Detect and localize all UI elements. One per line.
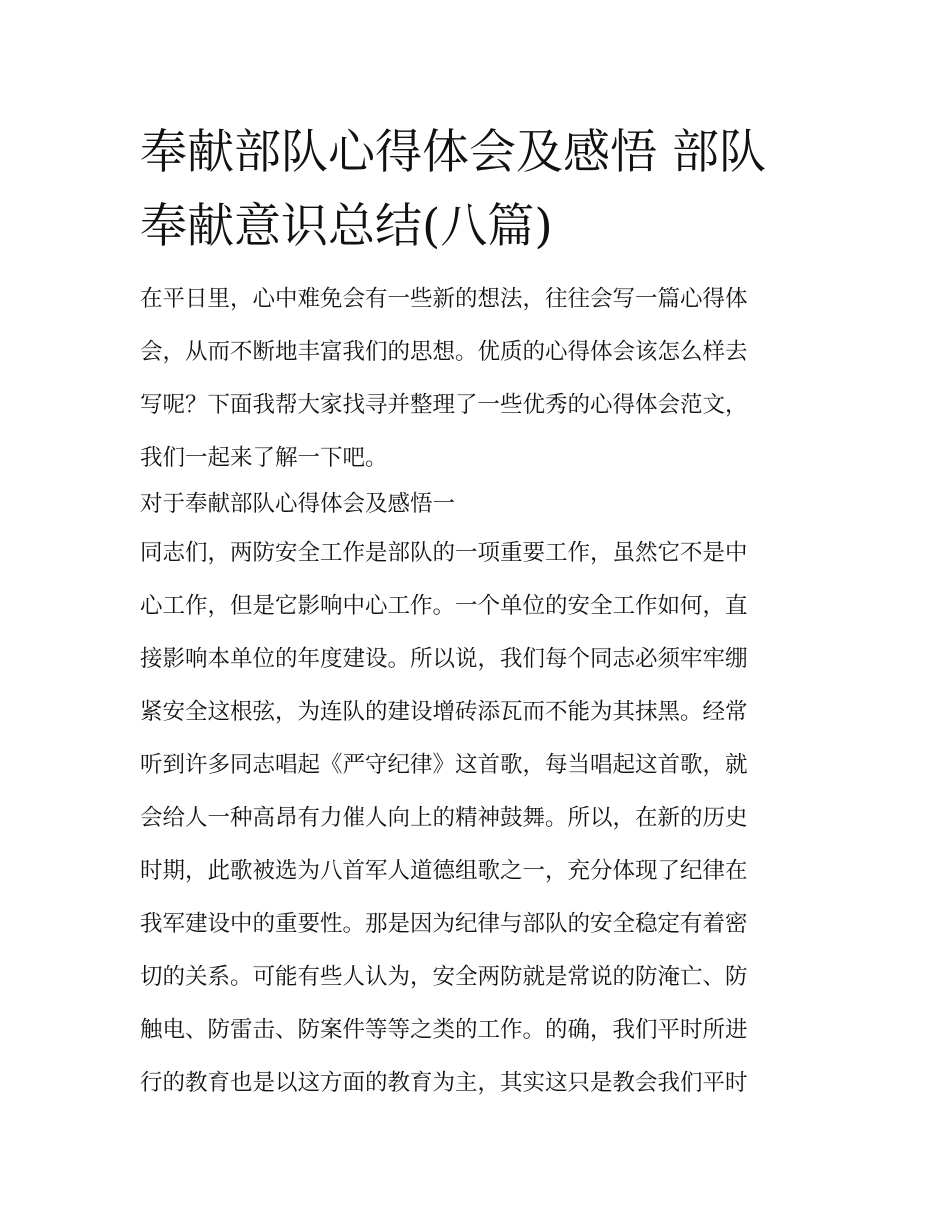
section-heading xyxy=(140,478,820,531)
text-line: 行的教育也是以这方面的教育为主，其实这只是教会我们平时 xyxy=(140,1070,748,1096)
text-line: 会，从而不断地丰富我们的思想。优质的心得体会该怎么样去 xyxy=(140,339,748,365)
text-line: 切的关系。可能有些人认为，安全两防就是常说的防淹亡、防 xyxy=(140,964,748,990)
text-line: 接影响本单位的年度建设。所以说，我们每个同志必须牢牢绷 xyxy=(140,646,748,672)
text-line: 听到许多同志唱起《严守纪律》这首歌，每当唱起这首歌，就 xyxy=(140,752,748,778)
text-line: 心工作，但是它影响中心工作。一个单位的安全工作如何，直 xyxy=(140,593,748,619)
text-line: 我们一起来了解一下吧。 xyxy=(140,445,388,471)
intro-paragraph xyxy=(140,273,820,485)
title-line: 奉献意识总结(八篇) xyxy=(140,199,553,254)
text-line: 同志们，两防安全工作是部队的一项重要工作，虽然它不是中 xyxy=(140,540,748,566)
text-line: 写呢？下面我帮大家找寻并整理了一些优秀的心得体会范文， xyxy=(140,392,748,418)
text-line: 我军建设中的重要性。那是因为纪律与部队的安全稳定有着密 xyxy=(140,911,748,937)
section-heading-text: 对于奉献部队心得体会及感悟一 xyxy=(140,491,456,517)
text-line: 时期，此歌被选为八首军人道德组歌之一，充分体现了纪律在 xyxy=(140,858,748,884)
text-line: 触电、防雷击、防案件等等之类的工作。的确，我们平时所进 xyxy=(140,1017,748,1043)
title-line: 奉献部队心得体会及感悟 部队 xyxy=(140,125,766,180)
text-line: 紧安全这根弦，为连队的建设增砖添瓦而不能为其抹黑。经常 xyxy=(140,699,748,725)
text-line: 在平日里，心中难免会有一些新的想法，往往会写一篇心得体 xyxy=(140,286,748,312)
document-title xyxy=(140,116,820,264)
section-body-paragraph xyxy=(140,527,820,1110)
text-line: 会给人一种高昂有力催人向上的精神鼓舞。所以，在新的历史 xyxy=(140,805,748,831)
